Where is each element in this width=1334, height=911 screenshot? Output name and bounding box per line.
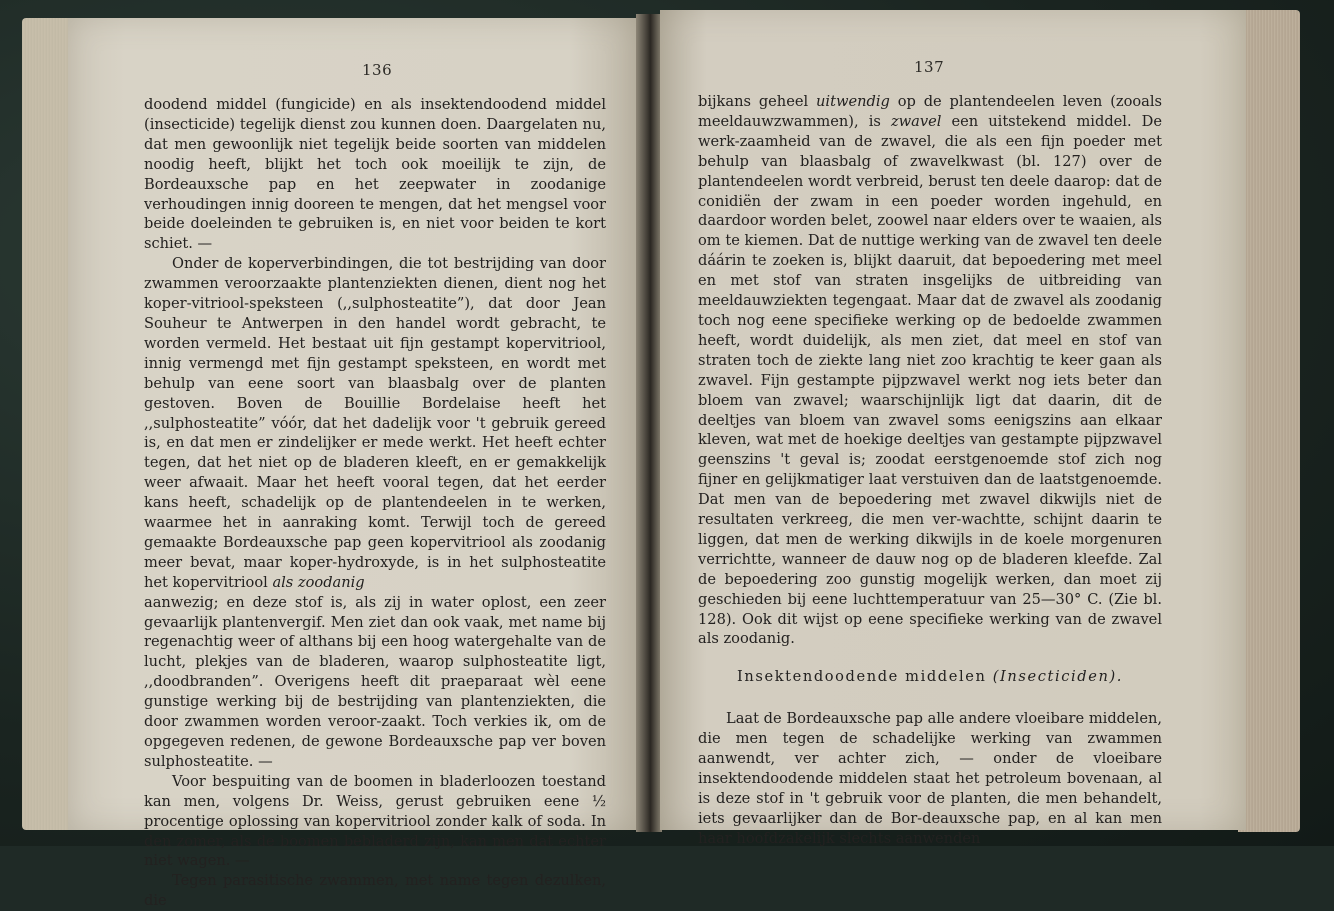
paragraph: Voor bespuiting van de boomen in bladerloozen toestand kan men, volgens Dr. Weiss, gerust gebruiken eene ½ procentige oplossing van kopervitriool zonder kalk of soda. In den zomer, als de boomen bebladerd zijn, kan men dat echter niet wagen. — (144, 772, 606, 870)
italic-phrase: als zoodanig (272, 573, 365, 591)
paragraph: Onder de koperverbindingen, die tot bestrijding van door zwammen veroorzaakte plantenziekten dienen, dient nog het koper-vitriool-speksteen (,,sulphosteatite”), dat door Jean Souheur te Antwerpen in den handel wordt gebracht, te worden vermeld. Het bestaat uit fijn gestampt kopervitriool, innig vermengd met fijn gestampt speksteen, en wordt met behulp van eene soort van blaasbalg over de planten gestoven. Boven de Bouillie Bordelaise heeft het ,,sulphosteatite” vóór, dat het dadelijk voor 't gebruik gereed is, en dat men er zindelijker er mede werkt. Het heeft echter tegen, dat het niet op de bladeren kleeft, en er gemakkelijk weer afwaait. Maar het heeft vooral tegen, dat het eerder kans heeft, schadelijk op de plantendeelen in te werken, waarmee het in aanraking komt. Terwijl toch de gereed gemaakte Bordeauxsche pap geen kopervitriool als zoodanig meer bevat, maar koper-hydroxyde, is in het sulphosteatite het kopervitriool als zoodanig (144, 255, 606, 591)
paragraph: Laat de Bordeauxsche pap alle andere vloeibare middelen, die men tegen de schadelijke werking van zwammen aanwendt, ver achter zich, — onder de vloeibare insektendoodende middelen staat het petroleum bovenaan, al is deze stof in 't gebruik voor de planten, die men behandelt, iets gevaarlijker dan de Bor-deauxsche pap, en al kan men haar hoofdzakelijk slechts aanwenden (698, 710, 1162, 847)
left-page-text (144, 95, 606, 911)
page-edges-right (1238, 10, 1300, 832)
paragraph: aanwezig; en deze stof is, als zij in water oplost, een zeer gevaarlijk plantenvergif. Men ziet dan ook vaak, met name bij regenachtig weer of althans bij een hoog watergehalte van de lucht, plekjes van de bladeren, waarop sulphosteatite ligt, ,,doodbranden”. Overigens heeft dit praeparaat wèl eene gunstige werking bij de bestrijding van plantenziekten, die door zwammen worden veroor-zaakt. Toch verkies ik, om de opgegeven redenen, de gewone Bordeauxsche pap ver boven sulphosteatite. — (144, 593, 606, 770)
page-edges-left (22, 18, 72, 830)
italic-word: uitwendig (816, 93, 890, 110)
section-heading: Insektendoodende middelen (Insecticiden). (737, 668, 1123, 686)
paragraph: doodend middel (fungicide) en als insektendoodend middel (insecticide) tegelijk dienst zou kunnen doen. Daargelaten nu, dat men gewoonlijk niet tegelijk beide soorten van middelen noodig heeft, blijkt het toch ook moeilijk te zijn, de Bordeauxsche pap en het zeepwater in zoodanige verhoudingen innig dooreen te mengen, dat het mengsel voor beide doeleinden te gebruiken is, en niet voor beiden te kort schiet. — (144, 96, 606, 253)
paragraph: Tegen parasitische zwammen, met name tegen dezulken, die (144, 872, 606, 910)
page-number-left: 136 (362, 61, 393, 79)
left-page (68, 18, 638, 910)
right-page (660, 10, 1246, 847)
book-gutter (636, 14, 662, 832)
italic-word: zwavel (890, 112, 942, 130)
right-page-text (698, 92, 1162, 849)
page-number-right: 137 (914, 58, 945, 76)
paragraph: bijkans geheel uitwendig op de plantendeelen leven (zooals meeldauwzwammen), is zwavel een uitstekend middel. De werk-zaamheid van de zwavel, die als een fijn poeder met behulp van blaasbalg of zwavelkwast (bl. 127) over de plantendeelen wordt verbreid, berust ten deele daarop: dat de conidiën der zwam in een poeder worden ingehuld, en daardoor worden belet, zoowel naar elders over te waaien, als om te kiemen. Dat de nuttige werking van de zwavel ten deele dáárin te zoeken is, blijkt daaruit, dat bepoedering met meel en met stof van straten insgelijks de uitbreiding van meeldauwziekten tegengaat. Maar dat de zwavel als zoodanig toch nog eene specifieke werking op de bedoelde zwammen heeft, wordt duidelijk, als men ziet, dat meel en stof van straten toch de ziekte lang niet zoo krachtig te keer gaan als zwavel. Fijn gestampte pijpzwavel werkt nog iets beter dan bloem van zwavel; waarschijnlijk ligt dat daarin, dit de deeltjes van bloem van zwavel soms eenigszins aan elkaar kleven, wat met de hoekige deeltjes van gestampte pijpzwavel geenszins 't geval is; zoodat eerstgenoemde stof zich nog fijner en gelijkmatiger laat verstuiven dan de laatstgenoemde. Dat men van de bepoedering met zwavel dikwijls niet de resultaten verkreeg, die men ver-wachtte, schijnt daarin te liggen, dat men de werking dikwijls in de koele morgenuren verrichtte, wanneer de dauw nog op de bladeren kleefde. Zal de bepoedering zoo gunstig mogelijk werken, dan moet zij geschieden bij eene luchttemperatuur van 25—30° C. (Zie bl. 128). Ook dit wijst op eene specifieke werking van de zwavel als zoodanig. (698, 93, 1163, 648)
